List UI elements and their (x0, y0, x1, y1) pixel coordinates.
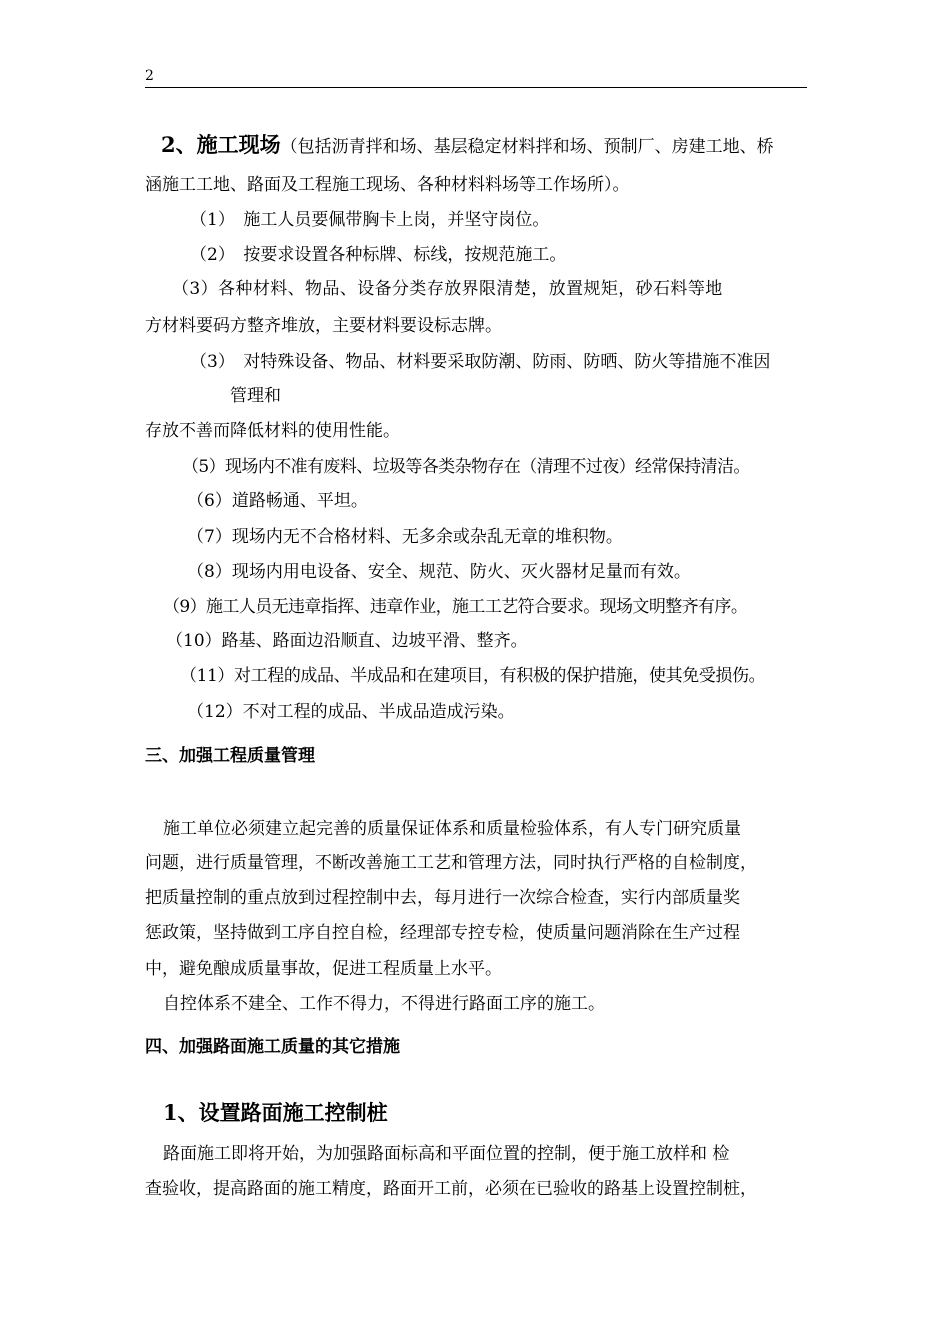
list-item: （3）各种材料、物品、设备分类存放界限清楚，放置规矩，砂石料等地 (172, 279, 723, 299)
list-item: （2） 按要求设置各种标牌、标线，按规范施工。 (190, 245, 567, 265)
list-item: （6）道路畅通、平坦。 (187, 491, 368, 511)
list-item: （7）现场内无不合格材料、无多余或杂乱无章的堆积物。 (187, 527, 623, 547)
page-number: 2 (145, 68, 154, 84)
paragraph-line: 中，避免酿成质量事故，促进工程质量上水平。 (145, 959, 502, 979)
paragraph-line: 路面施工即将开始，为加强路面标高和平面位置的控制，便于施工放样和 检 (163, 1144, 730, 1164)
section-3-title: 三、加强工程质量管理 (145, 746, 315, 766)
paragraph-line: 自控体系不建全、工作不得力，不得进行路面工序的施工。 (163, 994, 605, 1014)
header-rule (145, 87, 807, 88)
list-item: （10）路基、路面边沿顺直、边坡平滑、整齐。 (166, 631, 528, 651)
paragraph-line: 惩政策，坚持做到工序自控自检，经理部专控专检，使质量问题消除在生产过程 (145, 923, 740, 943)
list-item: 管理和 (230, 386, 281, 406)
list-item: 方材料要码方整齐堆放，主要材料要设标志牌。 (145, 316, 502, 336)
site-heading (161, 134, 774, 158)
paragraph-line: 查验收，提高路面的施工精度，路面开工前，必须在已验收的路基上设置控制桩， (145, 1179, 757, 1199)
section-4-title: 四、加强路面施工质量的其它措施 (145, 1037, 400, 1057)
section-4-subtitle: 1、设置路面施工控制桩 (163, 1100, 388, 1125)
paragraph-line: 问题，进行质量管理，不断改善施工工艺和管理方法，同时执行严格的自检制度， (145, 853, 757, 873)
list-item: （12）不对工程的成品、半成品造成污染。 (187, 702, 515, 722)
list-item: （1） 施工人员要佩带胸卡上岗，并坚守岗位。 (190, 210, 550, 230)
site-title: 2、施工现场 (161, 132, 281, 157)
list-item: （5）现场内不准有废料、垃圾等各类杂物存在（清理不过夜）经常保持清洁。 (182, 457, 750, 477)
list-item: （11）对工程的成品、半成品和在建项目，有积极的保护措施，使其免受损伤。 (180, 666, 766, 686)
list-item: （3） 对特殊设备、物品、材料要采取防潮、防雨、防晒、防火等措施不准因 (190, 352, 771, 372)
paragraph-line: 把质量控制的重点放到过程控制中去，每月进行一次综合检查，实行内部质量奖 (145, 888, 740, 908)
list-item: （8）现场内用电设备、安全、规范、防火、灭火器材足量而有效。 (187, 562, 691, 582)
paragraph-line: 施工单位必须建立起完善的质量保证体系和质量检验体系，有人专门研究质量 (163, 819, 741, 839)
list-item: （9）施工人员无违章指挥、违章作业，施工工艺符合要求。现场文明整齐有序。 (163, 597, 748, 617)
site-title-rest: （包括沥青拌和场、基层稳定材料拌和场、预制厂、房建工地、桥 (280, 137, 774, 157)
site-title-cont: 涵施工工地、路面及工程施工现场、各种材料料场等工作场所）。 (145, 175, 630, 195)
list-item: 存放不善而降低材料的使用性能。 (145, 421, 400, 441)
